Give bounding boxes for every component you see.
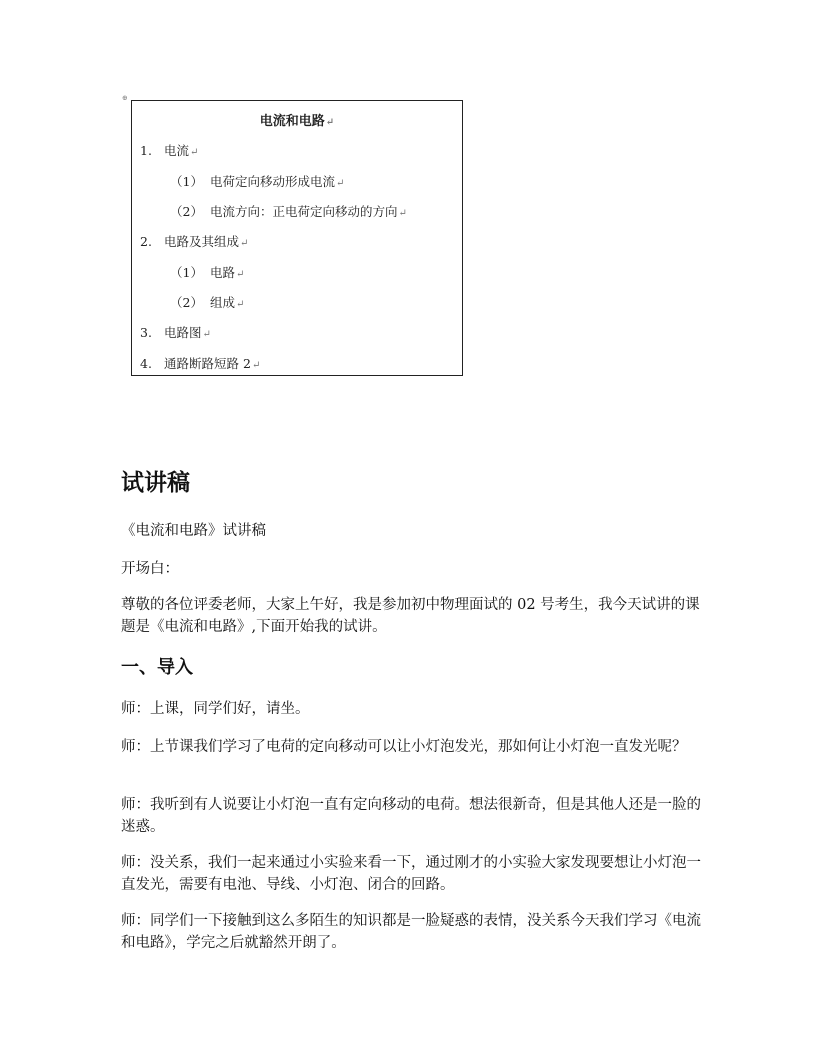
outline-item: 2. 电路及其组成↵ — [140, 234, 249, 249]
paragraph: 师：同学们一下接触到这么多陌生的知识都是一脸疑惑的表情，没关系今天我们学习《电流和电路》，学完之后就豁然开朗了。 — [121, 913, 701, 951]
outline-title: 电流和电路↵ — [259, 114, 335, 129]
doc-title: 试讲稿 — [121, 470, 190, 496]
outline-item: 3. 电路图↵ — [140, 325, 211, 340]
paragraph: 师：上课，同学们好，请坐。 — [121, 701, 310, 717]
outline-item: 1. 电流↵ — [140, 143, 199, 158]
anchor-mark: ⊕ — [122, 94, 128, 102]
outline-item: （2） 电流方向：正电荷定向移动的方向↵ — [170, 204, 407, 219]
outline-item: （2） 组成↵ — [170, 295, 245, 310]
opening-text: 尊敬的各位评委老师，大家上午好，我是参加初中物理面试的 02 号考生，我今天试讲的课题是《电流和电路》,下面开始我的试讲。 — [121, 597, 700, 635]
outline-item: （1） 电荷定向移动形成电流↵ — [170, 174, 345, 189]
paragraph: 师：没关系，我们一起来通过小实验来看一下，通过刚才的小实验大家发现要想让小灯泡一直发光，需要有电池、导线、小灯泡、闭合的回路。 — [121, 855, 701, 893]
paragraph: 师：我听到有人说要让小灯泡一直有定向移动的电荷。想法很新奇，但是其他人还是一脸的迷惑。 — [121, 797, 701, 835]
outline-box — [131, 100, 463, 376]
opening-label: 开场白： — [121, 561, 179, 577]
doc-subtitle: 《电流和电路》试讲稿 — [121, 523, 266, 539]
outline-item: 4. 通路断路短路 2↵ — [140, 356, 261, 371]
section-heading: 一、导入 — [121, 657, 193, 678]
paragraph: 师：上节课我们学习了电荷的定向移动可以让小灯泡发光，那如何让小灯泡一直发光呢？ — [121, 739, 687, 755]
outline-item: （1） 电路↵ — [170, 265, 245, 280]
